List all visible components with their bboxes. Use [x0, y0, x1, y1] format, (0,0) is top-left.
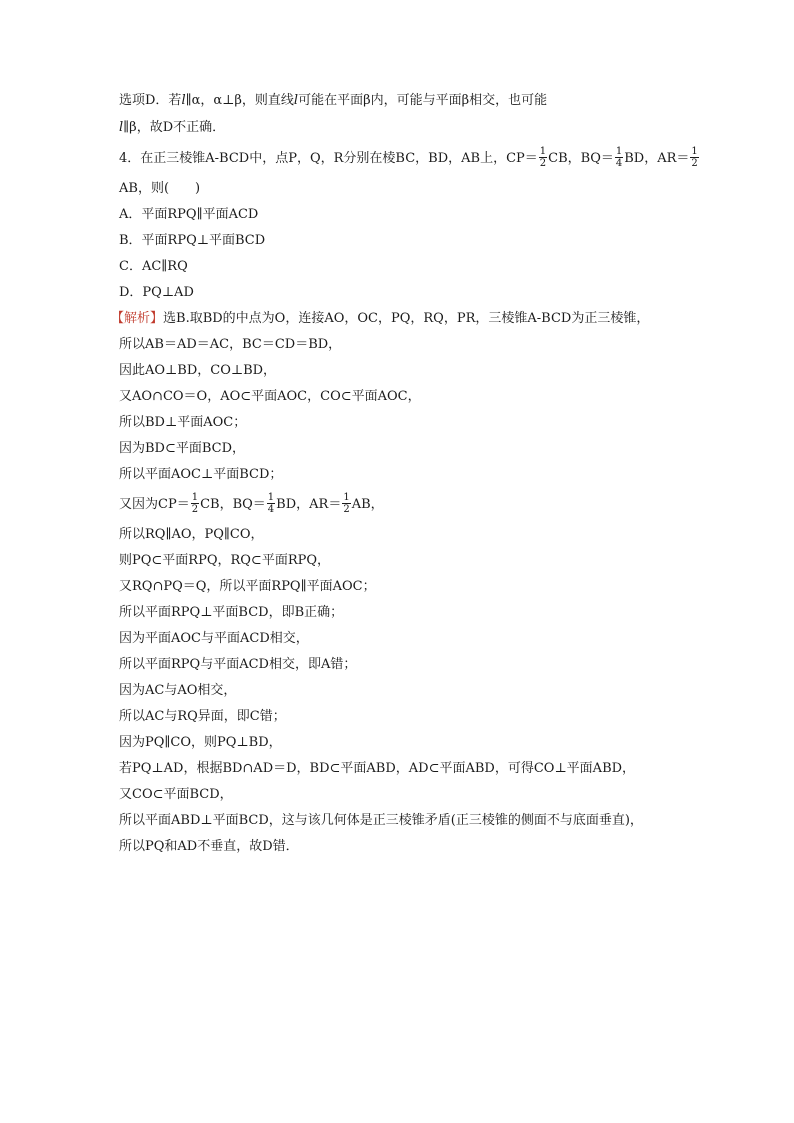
- question-stem: [119, 146, 699, 172]
- fraction: $\frac{1}{2}$: [539, 146, 547, 169]
- fraction: $\frac{1}{2}$: [343, 492, 350, 515]
- text: 选B.取BD的中点为O，连接AO，OC，PQ，RQ，PR，三棱锥A-BCD为正三棱锥，: [163, 311, 650, 326]
- text: CB，BQ＝: [200, 497, 266, 512]
- question-stem-end: AB，则( ): [119, 181, 201, 196]
- analysis-fraction-line: [119, 492, 699, 518]
- text: BD，AR＝: [624, 151, 690, 166]
- analysis-line: 因为BD⊂平面BCD，: [119, 441, 246, 456]
- text: 可能在平面β内，可能与平面β相交，也可能: [298, 93, 548, 108]
- document-content: [111, 92, 699, 856]
- analysis-line: 所以PQ和AD不垂直，故D错．: [119, 839, 299, 854]
- option-b: B．平面RPQ⊥平面BCD: [119, 233, 266, 248]
- analysis-line: 所以AC与RQ异面，即C错；: [119, 709, 286, 724]
- option-a: A．平面RPQ∥平面ACD: [119, 207, 259, 222]
- analysis-line: 所以BD⊥平面AOC；: [119, 415, 247, 430]
- analysis-line: 又RQ∩PQ＝Q，所以平面RPQ∥平面AOC；: [119, 579, 376, 594]
- fraction: $\frac{1}{2}$: [191, 492, 199, 515]
- analysis-line: 所以平面ABD⊥平面BCD，这与该几何体是正三棱锥矛盾(正三棱锥的侧面不与底面垂直)，: [119, 813, 643, 828]
- text: ∥α，α⊥β，则直线: [185, 93, 294, 108]
- text: l: [181, 93, 186, 108]
- analysis-line: 所以AB＝AD＝AC，BC＝CD＝BD，: [119, 337, 342, 352]
- intro-line-2: [119, 119, 699, 137]
- option-d: D．PQ⊥AD: [119, 285, 194, 300]
- option-c: C．AC∥RQ: [119, 259, 188, 274]
- text: 又因为CP＝: [119, 497, 190, 512]
- analysis-line: 所以平面RPQ与平面ACD相交，即A错；: [119, 657, 357, 672]
- fraction: $\frac{1}{4}$: [615, 146, 623, 169]
- analysis-line: 因此AO⊥BD，CO⊥BD，: [119, 363, 277, 378]
- analysis-line: 因为AC与AO相交，: [119, 683, 237, 698]
- analysis-line: 又AO∩CO＝O，AO⊂平面AOC，CO⊂平面AOC，: [119, 389, 421, 404]
- text: AB，: [351, 497, 384, 512]
- analysis-tag: 【解析】: [111, 311, 164, 326]
- fraction: $\frac{1}{4}$: [267, 492, 275, 515]
- text: 4．在正三棱锥A-BCD中，点P，Q，R分别在棱BC，BD，AB上，CP＝: [119, 151, 538, 166]
- fraction: $\frac{1}{2}$: [691, 146, 698, 169]
- analysis-line: 若PQ⊥AD，根据BD∩AD＝D，BD⊂平面ABD，AD⊂平面ABD，可得CO⊥平面ABD，: [119, 761, 636, 776]
- text: BD，AR＝: [276, 497, 342, 512]
- analysis-line: 所以平面RPQ⊥平面BCD，即B正确；: [119, 605, 344, 620]
- intro-line-1: [119, 92, 699, 110]
- text: CB，BQ＝: [548, 151, 614, 166]
- text: l: [119, 120, 124, 135]
- analysis-line: 所以RQ∥AO，PQ∥CO，: [119, 527, 264, 542]
- text: ∥β，故D不正确．: [123, 120, 226, 135]
- text: 选项D．若: [119, 93, 182, 108]
- analysis-line: 则PQ⊂平面RPQ，RQ⊂平面RPQ，: [119, 553, 331, 568]
- analysis-line: 所以平面AOC⊥平面BCD；: [119, 467, 283, 482]
- text: l: [293, 93, 299, 108]
- analysis-line: 因为PQ∥CO，则PQ⊥BD，: [119, 735, 282, 750]
- analysis-line: 因为平面AOC与平面ACD相交，: [119, 631, 309, 646]
- analysis-line: 又CO⊂平面BCD，: [119, 787, 233, 802]
- analysis-first-line: [111, 310, 699, 328]
